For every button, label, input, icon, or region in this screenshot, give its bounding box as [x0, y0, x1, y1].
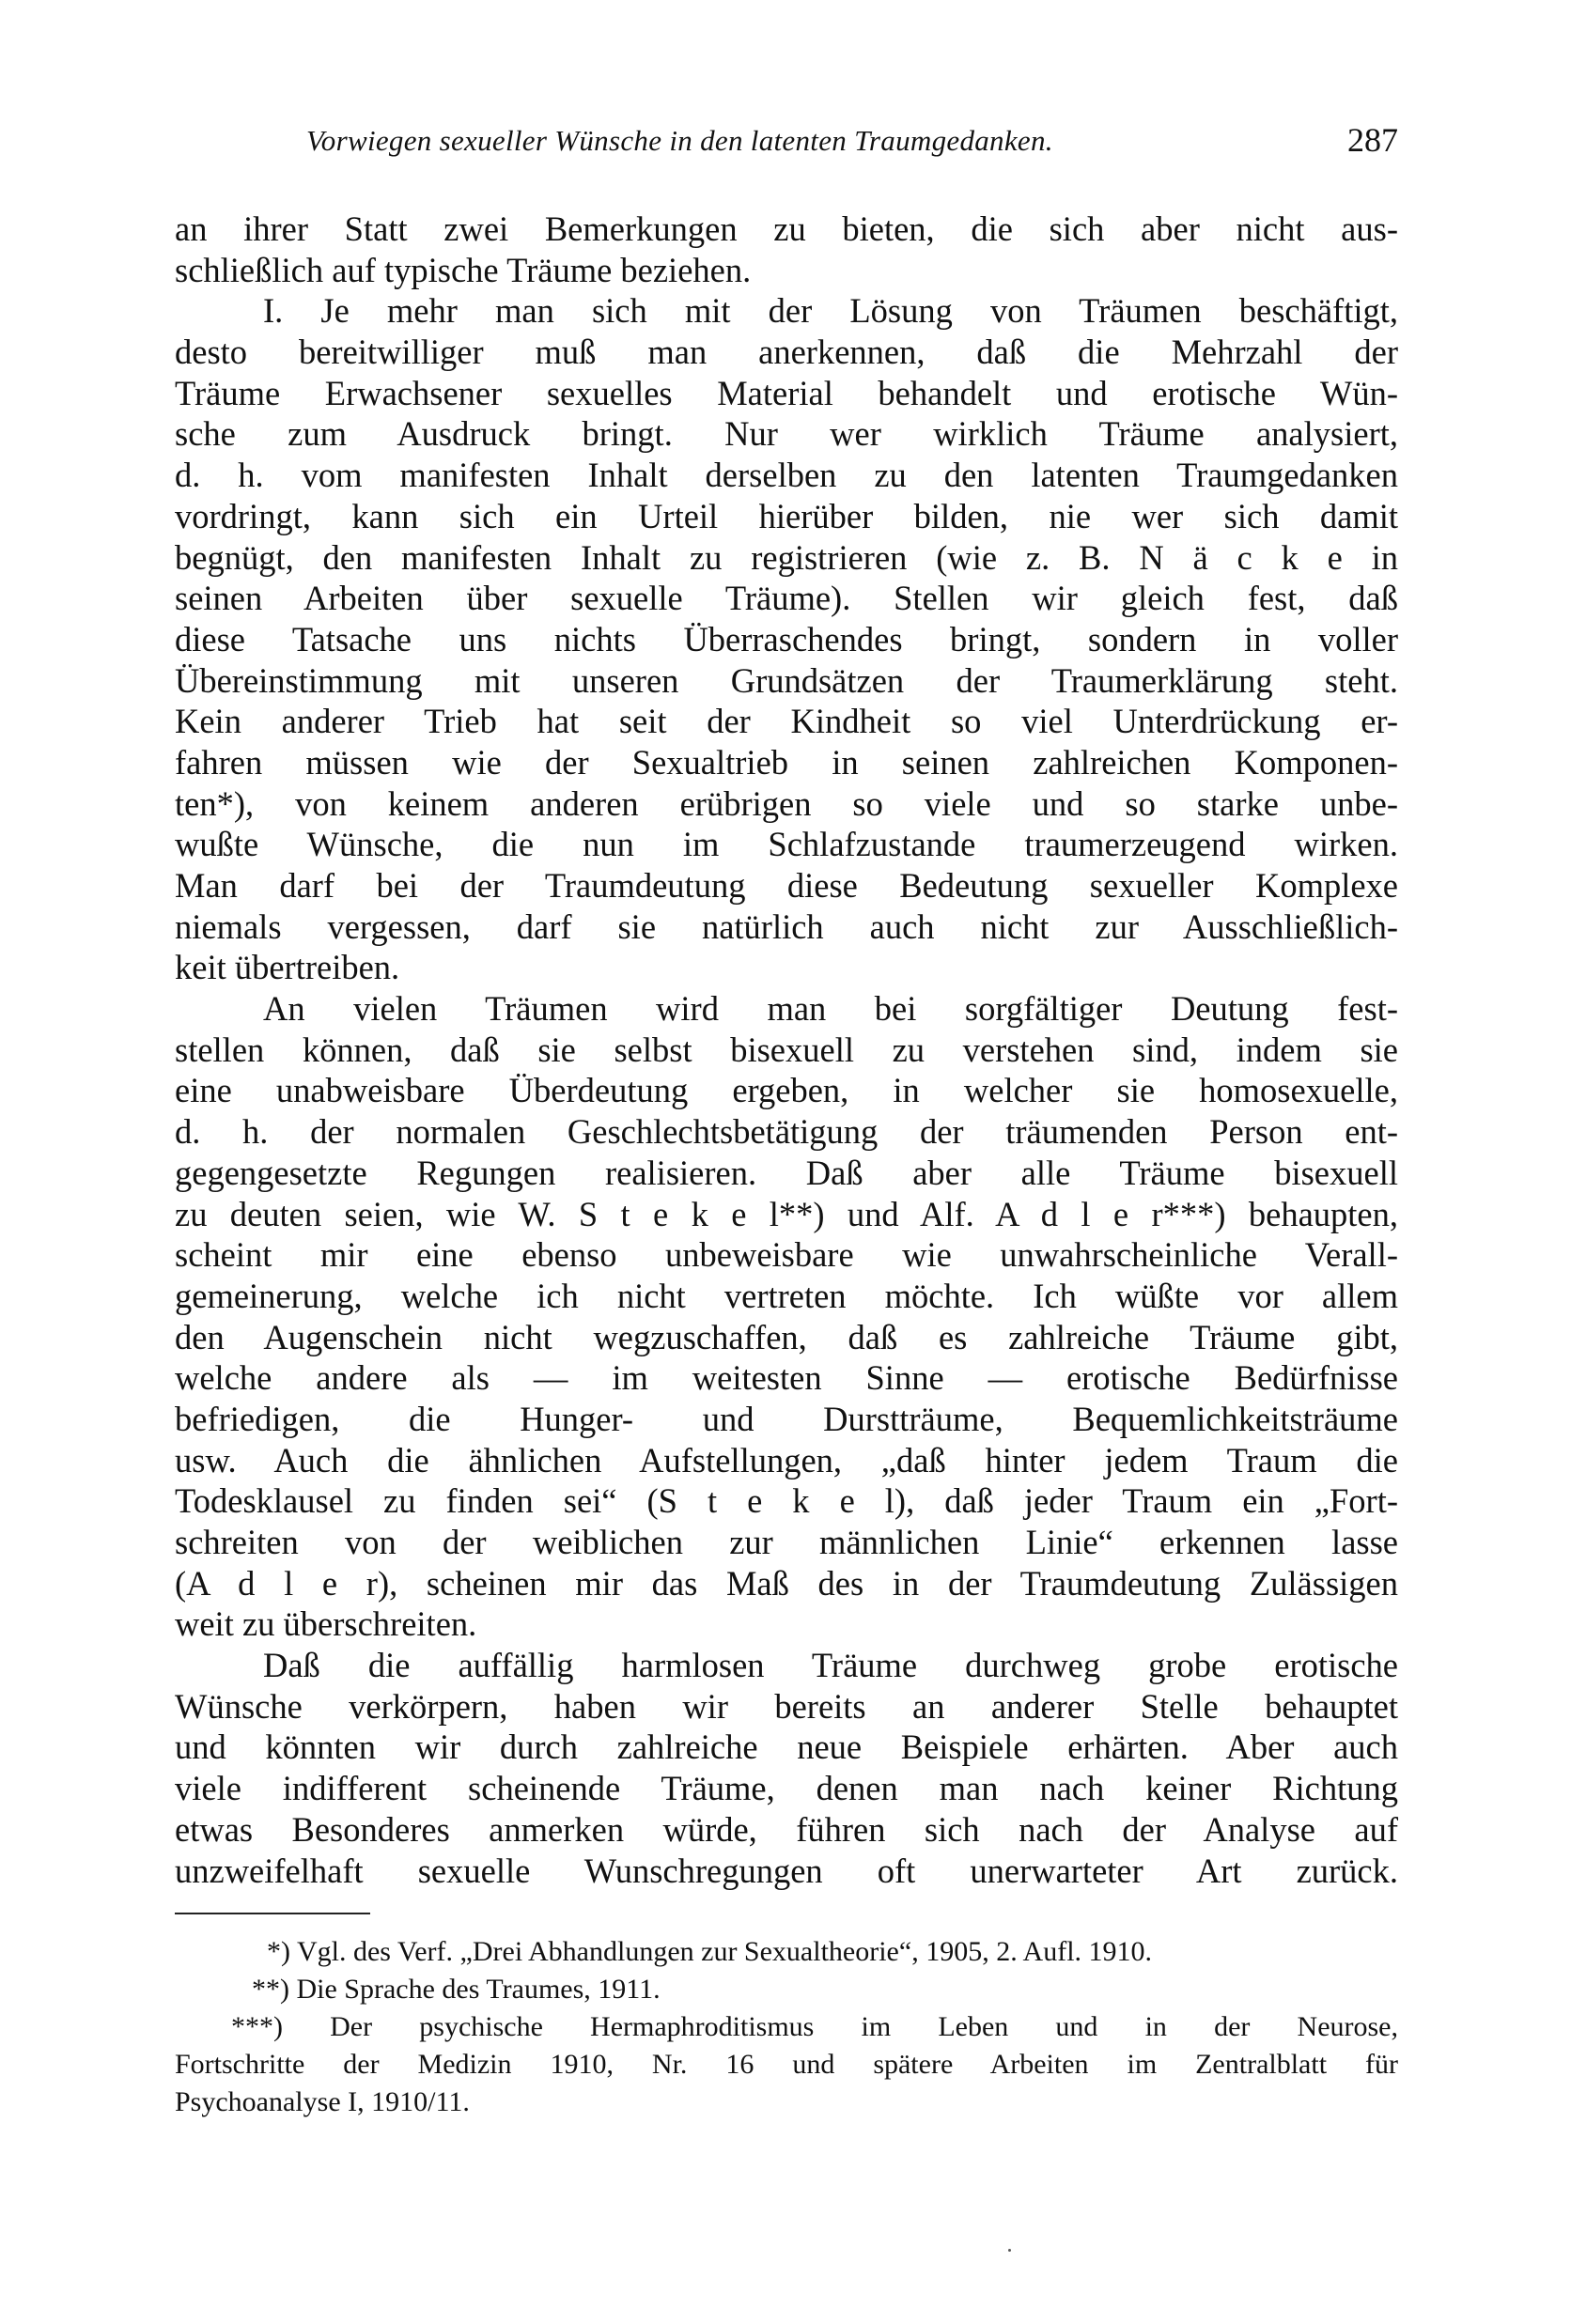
footnote-line: ***) Der psychische Hermaphroditismus im Leben und in der Neurose,	[231, 2011, 1398, 2042]
text-line: befriedigen, die Hunger- und Durstträume, Bequemlichkeitsträume	[175, 1399, 1398, 1438]
text-line: scheint mir eine ebenso unbeweisbare wie unwahrscheinliche Verall-	[175, 1235, 1398, 1275]
text-line: seinen Arbeiten über sexuelle Träume). Stellen wir gleich fest, daß	[175, 579, 1398, 618]
footnotes	[175, 1933, 1398, 2121]
text-line: gemeinerung, welche ich nicht vertreten möchte. Ich wüßte vor allem	[175, 1276, 1398, 1315]
text-line: d. h. vom manifesten Inhalt derselben zu den latenten Traumgedanken	[175, 456, 1398, 495]
footnote-line: **) Die Sprache des Traumes, 1911.	[252, 1974, 661, 2005]
text-line: diese Tatsache uns nichts Überraschendes bringt, sondern in voller	[175, 619, 1398, 658]
body-text	[175, 209, 1398, 1891]
text-line: schließlich auf typische Träume beziehen.	[175, 250, 752, 289]
text-line: fahren müssen wie der Sexualtrieb in seinen zahlreichen Komponen-	[175, 742, 1398, 782]
page-number: 287	[1347, 121, 1398, 159]
text-line: weit zu überschreiten.	[175, 1604, 477, 1644]
text-line: vordringt, kann sich ein Urteil hierüber bilden, nie wer sich damit	[175, 496, 1398, 535]
text-line: Träume Erwachsener sexuelles Material behandelt und erotische Wün-	[175, 373, 1398, 412]
text-line: I. Je mehr man sich mit der Lösung von Träumen beschäftigt,	[263, 291, 1398, 331]
paragraph	[175, 1645, 1398, 1891]
footnote-line: Fortschritte der Medizin 1910, Nr. 16 und spätere Arbeiten im Zentralblatt für	[175, 2049, 1398, 2080]
text-line: desto bereitwilliger muß man anerkennen, daß die Mehrzahl der	[175, 333, 1398, 372]
text-line: Man darf bei der Traumdeutung diese Bedeutung sexueller Komplexe	[175, 866, 1398, 905]
text-line: Kein anderer Trieb hat seit der Kindheit so viel Unterdrückung er-	[175, 702, 1398, 741]
text-line: unzweifelhaft sexuelle Wunschregungen oft unerwarteter Art zurück.	[175, 1851, 1398, 1890]
scan-speck	[1008, 2249, 1011, 2252]
footnote-line: Psychoanalyse I, 1910/11.	[175, 2086, 470, 2117]
text-line: Daß die auffällig harmlosen Träume durchweg grobe erotische	[263, 1646, 1398, 1685]
text-line: an ihrer Statt zwei Bemerkungen zu bieten, die sich aber nicht aus-	[175, 209, 1398, 248]
text-line: gegengesetzte Regungen realisieren. Daß aber alle Träume bisexuell	[175, 1153, 1398, 1192]
running-title: Vorwiegen sexueller Wünsche in den latenten Traumgedanken.	[306, 124, 1053, 157]
text-line: zu deuten seien, wie W. S t e k e l**) und Alf. A d l e r***) behaupten,	[175, 1194, 1398, 1233]
text-line: Übereinstimmung mit unseren Grundsätzen der Traumerklärung steht.	[175, 660, 1398, 700]
text-line: Todesklausel zu finden sei“ (S t e k e l), daß jeder Traum ein „Fort-	[175, 1481, 1398, 1521]
text-line: niemals vergessen, darf sie natürlich auch nicht zur Ausschließlich-	[175, 906, 1398, 946]
text-line: sche zum Ausdruck bringt. Nur wer wirklich Träume analysiert,	[175, 414, 1398, 454]
text-line: An vielen Träumen wird man bei sorgfältiger Deutung fest-	[263, 989, 1398, 1029]
text-line: usw. Auch die ähnlichen Aufstellungen, „daß hinter jedem Traum die	[175, 1440, 1398, 1480]
text-line: den Augenschein nicht wegzuschaffen, daß es zahlreiche Träume gibt,	[175, 1317, 1398, 1356]
footnote-divider	[175, 1913, 370, 1914]
paragraph	[175, 209, 1398, 290]
text-line: d. h. der normalen Geschlechtsbetätigung der träumenden Person ent-	[175, 1112, 1398, 1152]
text-line: wußte Wünsche, die nun im Schlafzustande traumerzeugend wirken.	[175, 825, 1398, 864]
text-line: viele indifferent scheinende Träume, denen man nach keiner Richtung	[175, 1769, 1398, 1808]
text-line: stellen können, daß sie selbst bisexuell zu verstehen sind, indem sie	[175, 1030, 1398, 1069]
text-line: Wünsche verkörpern, haben wir bereits an anderer Stelle behauptet	[175, 1686, 1398, 1726]
text-line: begnügt, den manifesten Inhalt zu registrieren (wie z. B. N ä c k e in	[175, 537, 1398, 577]
text-line: eine unabweisbare Überdeutung ergeben, in welcher sie homosexuelle,	[175, 1071, 1398, 1110]
text-line: ten*), von keinem anderen erübrigen so viele und so starke unbe-	[175, 783, 1398, 823]
text-line: welche andere als — im weitesten Sinne — erotische Bedürfnisse	[175, 1358, 1398, 1398]
footnote-line: *) Vgl. des Verf. „Drei Abhandlungen zur Sexualtheorie“, 1905, 2. Aufl. 1910.	[267, 1936, 1153, 1967]
text-line: schreiten von der weiblichen zur männlichen Linie“ erkennen lasse	[175, 1523, 1398, 1561]
paragraph	[175, 988, 1398, 1645]
page-header	[175, 121, 1398, 165]
text-line: (A d l e r), scheinen mir das Maß des in der Traumdeutung Zulässigen	[175, 1563, 1398, 1603]
text-line: und könnten wir durch zahlreiche neue Beispiele erhärten. Aber auch	[175, 1728, 1398, 1767]
paragraph	[175, 290, 1398, 988]
text-line: etwas Besonderes anmerken würde, führen sich nach der Analyse auf	[175, 1809, 1398, 1849]
text-line: keit übertreiben.	[175, 948, 400, 987]
